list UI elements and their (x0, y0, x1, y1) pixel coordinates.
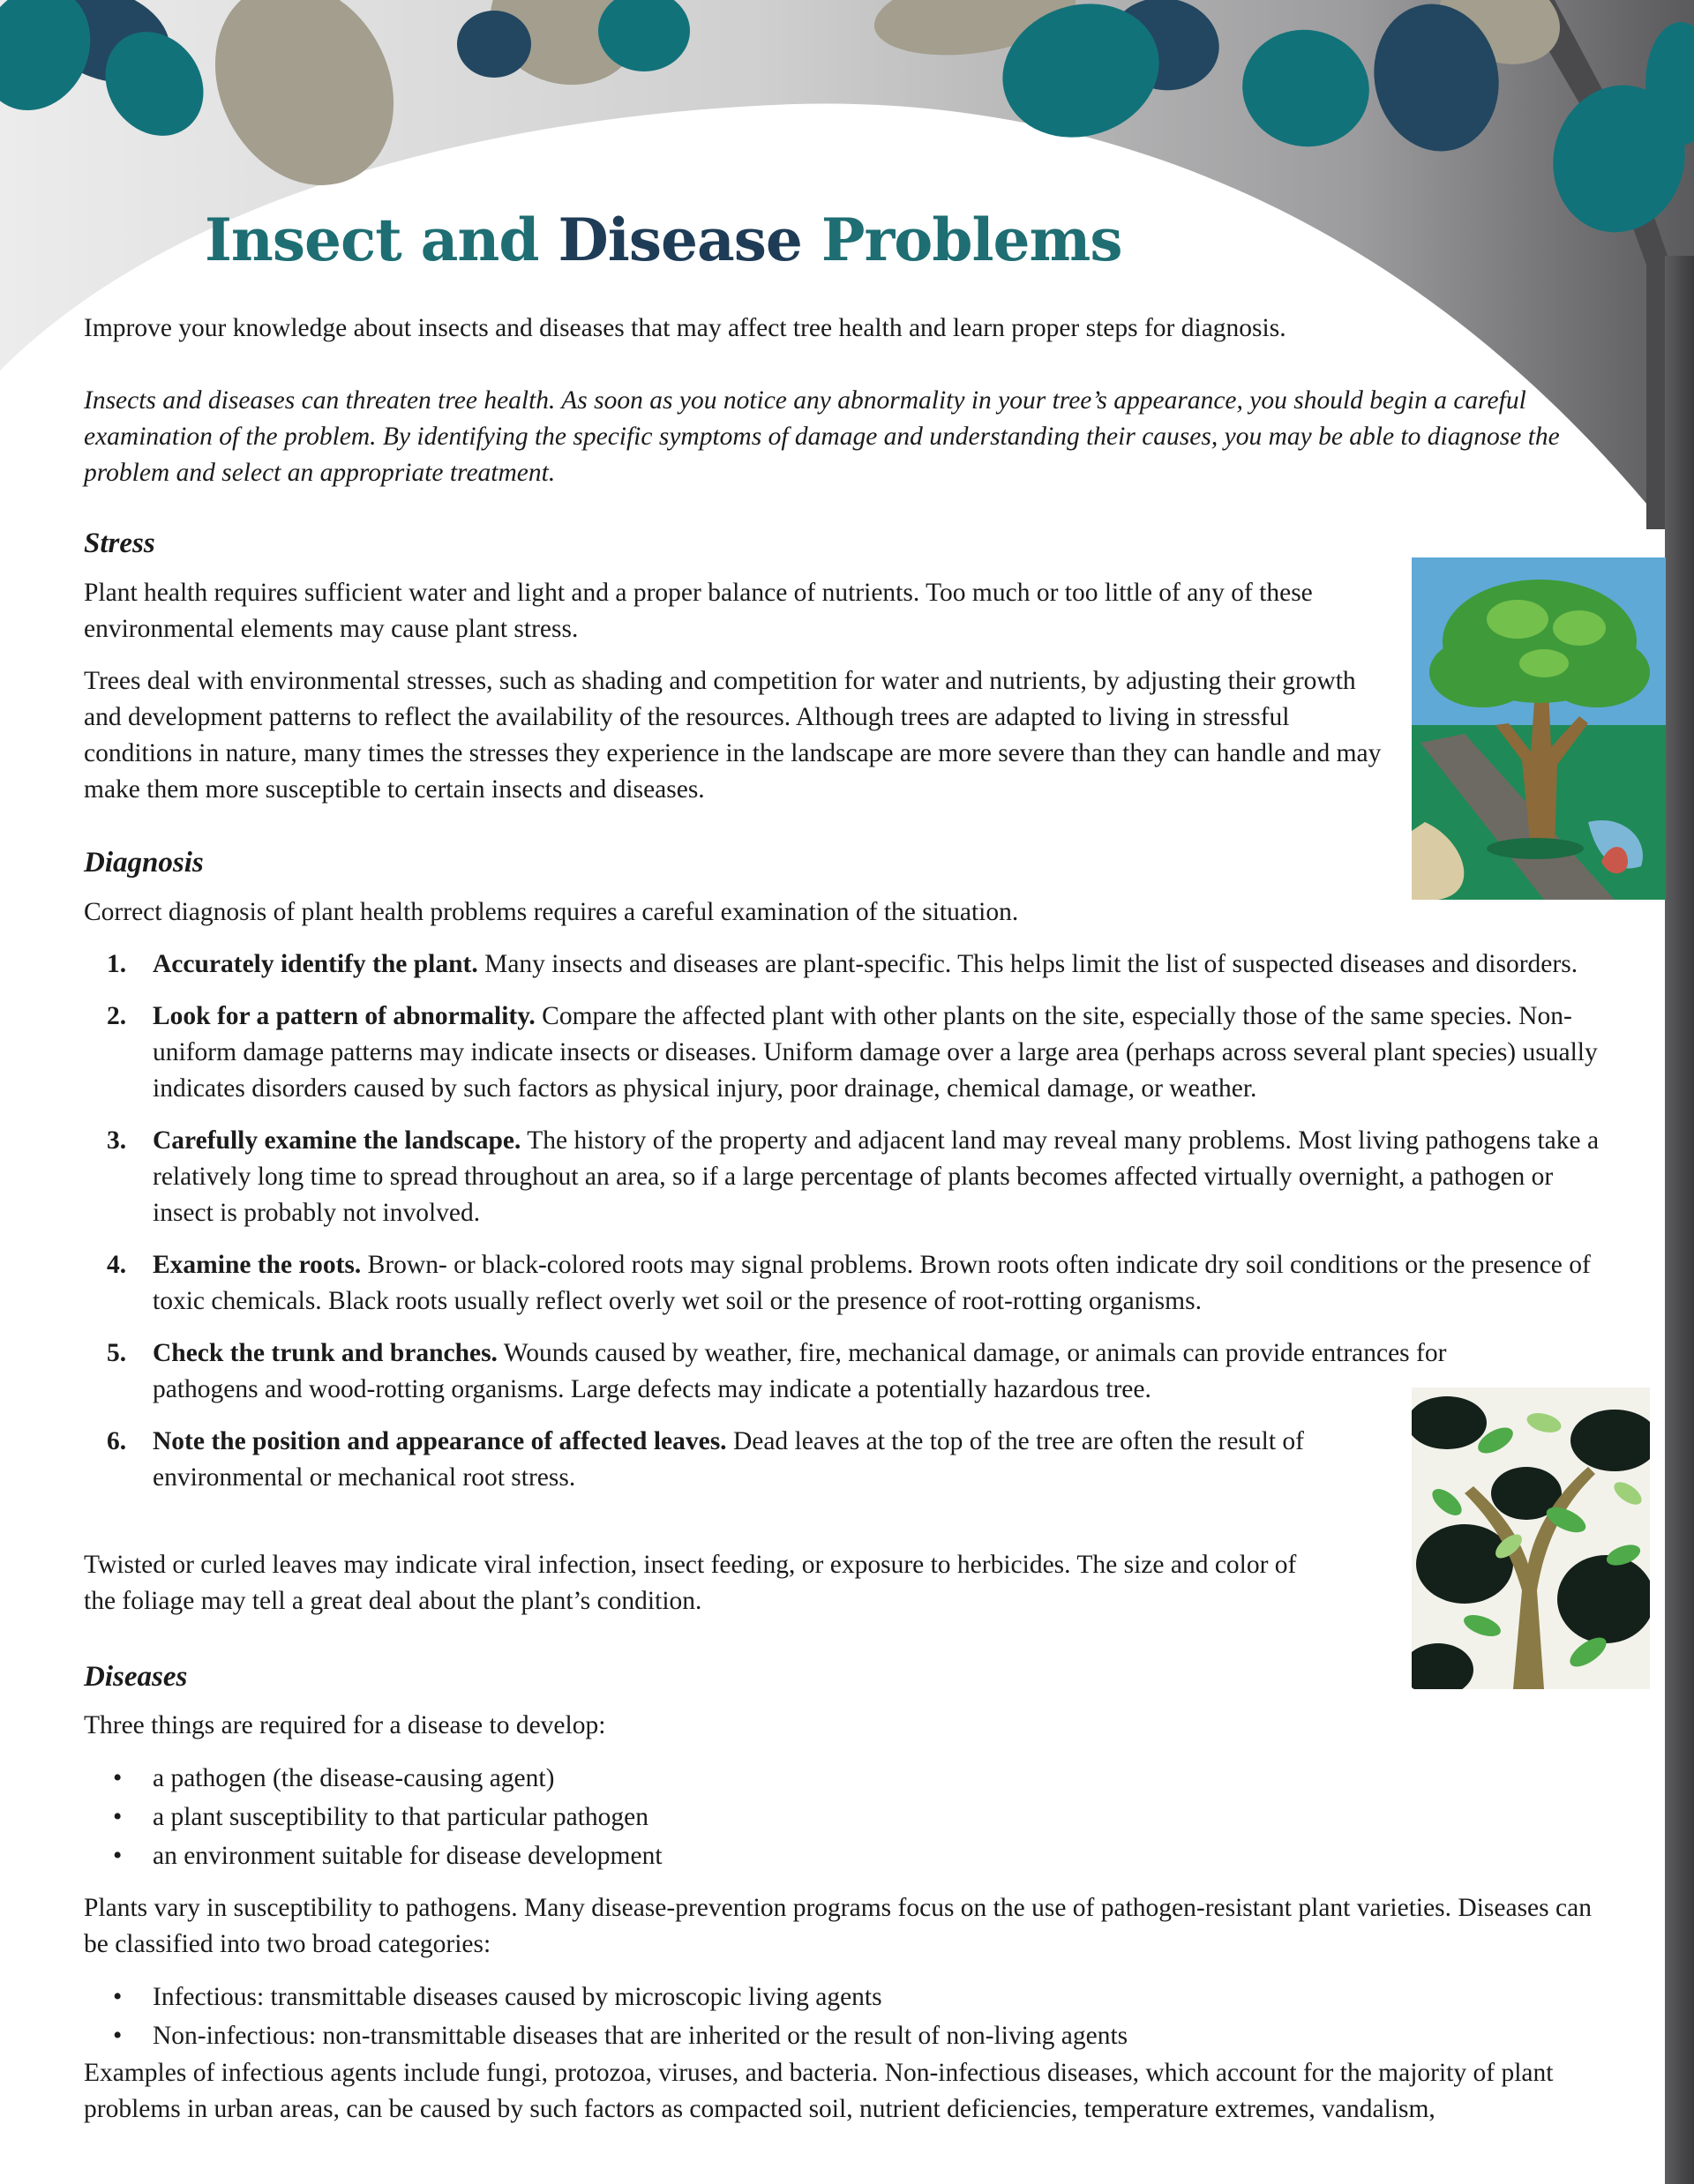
list-item (84, 1798, 1407, 1836)
list-item-text: a pathogen (the disease-causing agent) (153, 1764, 555, 1792)
step-number: 3. (107, 1126, 127, 1155)
tree-illustration (1412, 557, 1666, 900)
step-number: 5. (107, 1339, 127, 1367)
list-item (84, 1759, 1407, 1798)
bullet-glyph: • (113, 2022, 123, 2050)
bullet-glyph: • (113, 1983, 123, 2011)
step-number: 4. (107, 1251, 127, 1279)
diseases-intro: Three things are required for a disease to develop: (84, 1711, 606, 1739)
step-text: The history of the property and adjacent land may reveal many problems. Most living pathogens take a relatively long time to spread throughout an area, so if a large percentage of plants becomes affected virtually overnight, a pathogen or insect is probably not involved. (153, 1126, 1600, 1227)
diseases-paragraph-3: Examples of infectious agents include fungi, protozoa, viruses, and bacteria. Non-infectious diseases, which account for the majority of plant problems in urban areas, can be caused by such factors as compacted soil, nutrient deficiencies, temperature extremes, vandalism, (84, 2059, 1554, 2123)
list-item-text: Infectious: transmittable diseases caused by microscopic living agents (153, 1983, 882, 2011)
bullet-glyph: • (113, 1764, 123, 1792)
step-text: Wounds caused by weather, fire, mechanical damage, or animals can provide entrances for pathogens and wood-rotting organisms. Large defects may indicate a potentially hazardous tree. (153, 1339, 1447, 1403)
diseases-heading: Diseases (84, 1661, 188, 1693)
stress-heading: Stress (84, 527, 155, 559)
stress-paragraph-1: Plant health requires sufficient water and light and a proper balance of nutrients. Too much or too little of any of these environmental elements may cause plant stress. (84, 579, 1313, 643)
step-label: Note the position and appearance of affected leaves. (153, 1427, 727, 1455)
diagnosis-step (84, 1335, 1476, 1408)
foliage-illustration (1412, 1387, 1650, 1689)
diagnosis-step (84, 999, 1610, 1107)
step-text: Dead leaves at the top of the tree are often the result of environmental or mechanical root stress. (153, 1427, 1305, 1492)
diagnosis-step (84, 1247, 1610, 1320)
stress-paragraph-2: Trees deal with environmental stresses, such as shading and competition for water and nutrients, by adjusting their growth and development patterns to reflect the availability of the resources. Although trees are adapted to living in stressful conditions in nature, many times the stresses they experience in the landscape are more severe than they can handle and may make them more susceptible to certain insects and diseases. (84, 667, 1382, 804)
title-part-2: Disease (558, 206, 821, 274)
disease-requirements-list (84, 1759, 1407, 1875)
bullet-glyph: • (113, 1842, 123, 1870)
step-number: 6. (107, 1427, 127, 1455)
list-item (84, 2016, 1495, 2055)
right-edge-bar (1665, 256, 1694, 2184)
intro-text: Improve your knowledge about insects and diseases that may affect tree health and learn proper steps for diagnosis. (84, 314, 1286, 342)
title-part-3: Problems (821, 206, 1122, 274)
step-label: Look for a pattern of abnormality. (153, 1002, 536, 1030)
list-item-text: a plant susceptibility to that particular pathogen (153, 1803, 648, 1831)
list-item-text: an environment suitable for disease development (153, 1842, 663, 1870)
page-title (205, 208, 1122, 273)
step-number: 2. (107, 1002, 127, 1030)
step-text: Compare the affected plant with other plants on the site, especially those of the same species. Non-uniform damage patterns may indicate insects or diseases. Uniform damage over a large area (perhaps across several plant species) usually indicates disorders caused by such factors as physical injury, poor drainage, chemical damage, or weather. (153, 1002, 1598, 1103)
diagnosis-step (84, 1424, 1450, 1496)
step-number: 1. (107, 950, 127, 978)
lead-paragraph: Insects and diseases can threaten tree health. As soon as you notice any abnormality in your tree’s appearance, you should begin a careful examination of the problem. By identifying the specific symptoms of damage and understanding their causes, you may be able to diagnose the problem and select an appropriate treatment. (84, 386, 1560, 487)
step-label: Accurately identify the plant. (153, 950, 478, 978)
diagnosis-step (84, 946, 1600, 983)
step-label: Examine the roots. (153, 1251, 362, 1279)
list-item (84, 1836, 1407, 1875)
title-part-1: Insect and (205, 206, 558, 274)
diagnosis-heading: Diagnosis (84, 847, 204, 879)
list-item (84, 1978, 1495, 2016)
list-item-text: Non-infectious: non-transmittable diseases that are inherited or the result of non-living agents (153, 2022, 1128, 2050)
diagnosis-steps-list (84, 946, 1610, 1512)
disease-categories-list (84, 1978, 1495, 2055)
diagnosis-closing: Twisted or curled leaves may indicate viral infection, insect feeding, or exposure to herbicides. The size and color of the foliage may tell a great deal about the plant’s condition. (84, 1551, 1297, 1615)
bullet-glyph: • (113, 1803, 123, 1831)
diagnosis-intro: Correct diagnosis of plant health problems requires a careful examination of the situation. (84, 898, 1019, 926)
step-label: Carefully examine the landscape. (153, 1126, 521, 1155)
step-text: Brown- or black-colored roots may signal problems. Brown roots often indicate dry soil conditions or the presence of toxic chemicals. Black roots usually reflect overly wet soil or the presence of root-rotting organisms. (153, 1251, 1591, 1315)
diagnosis-step (84, 1123, 1610, 1231)
step-text: Many insects and diseases are plant-specific. This helps limit the list of suspected diseases and disorders. (477, 950, 1578, 978)
step-label: Check the trunk and branches. (153, 1339, 498, 1367)
diseases-paragraph-2: Plants vary in susceptibility to pathogens. Many disease-prevention programs focus on the use of pathogen-resistant plant varieties. Diseases can be classified into two broad categories: (84, 1894, 1592, 1958)
